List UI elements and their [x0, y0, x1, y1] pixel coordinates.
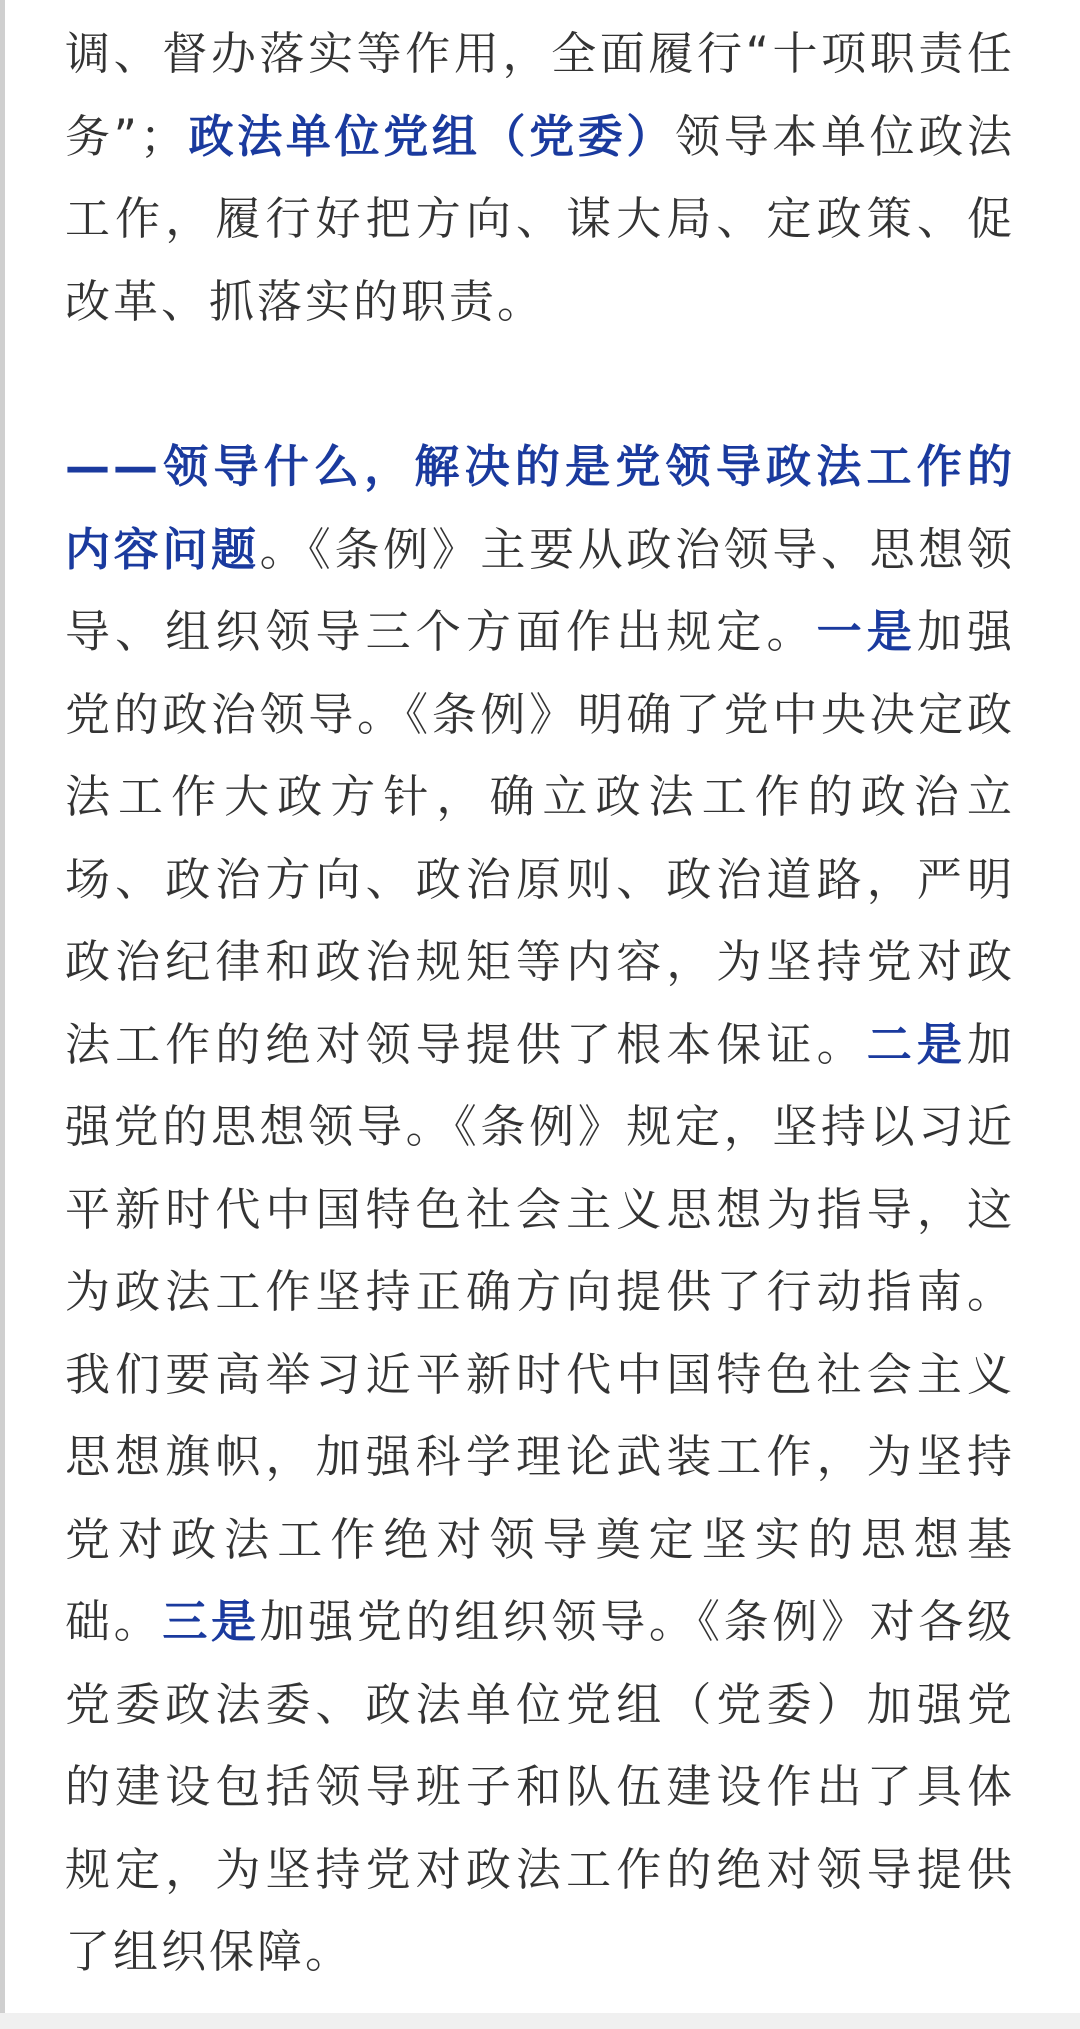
- paragraph-2-point-1-text: 加强党的政治领导。《条例》明确了党中央决定政法工作大政方针，确立政法工作的政治立场、政治方向、政治原则、政治道路，严明政治纪律和政治规矩等内容，为坚持党对政法工作的绝对领导提供了根本保证。: [65, 605, 1015, 1071]
- paragraph-2: [65, 426, 1015, 1994]
- paragraph-2-point-3-text: 加强党的组织领导。《条例》对各级党委政法委、政法单位党组（党委）加强党的建设包括领导班子和队伍建设作出了具体规定，为坚持党对政法工作的绝对领导提供了组织保障。: [65, 1595, 1015, 1978]
- paragraph-2-point-1-label: 一是: [816, 605, 917, 658]
- paragraph-2-text-1: 。《条例》主要从政治领导、思想领导、组织领导三个方面作出规定。: [65, 522, 1015, 658]
- paragraph-1-highlight-1: 政法单位党组（党委）: [187, 109, 676, 163]
- paragraph-2-point-2-text: 加强党的思想领导。《条例》规定，坚持以习近平新时代中国特色社会主义思想为指导，这为政法工作坚持正确方向提供了行动指南。我们要高举习近平新时代中国特色社会主义思想旗帜，加强科学理论武装工作，为坚持党对政法工作绝对领导奠定坚实的思想基础。: [65, 1017, 1015, 1648]
- paragraph-1-text-1: 调、督办落实等作用，全面履行“十项职责任务”；: [65, 27, 1015, 163]
- paragraph-2-heading: ——领导什么，解决的是党领导政法工作的内容问题: [65, 440, 1015, 576]
- bottom-scroll-edge: [0, 2013, 1080, 2029]
- article-body: [65, 0, 1015, 1994]
- paragraph-1-text-2: 领导本单位政法工作，履行好把方向、谋大局、定政策、促改革、抓落实的职责。: [65, 109, 1015, 328]
- left-edge-divider: [0, 0, 5, 2029]
- paragraph-1: [65, 0, 1015, 343]
- paragraph-2-point-2-label: 二是: [866, 1017, 967, 1071]
- paragraph-2-point-3-label: 三是: [162, 1595, 260, 1648]
